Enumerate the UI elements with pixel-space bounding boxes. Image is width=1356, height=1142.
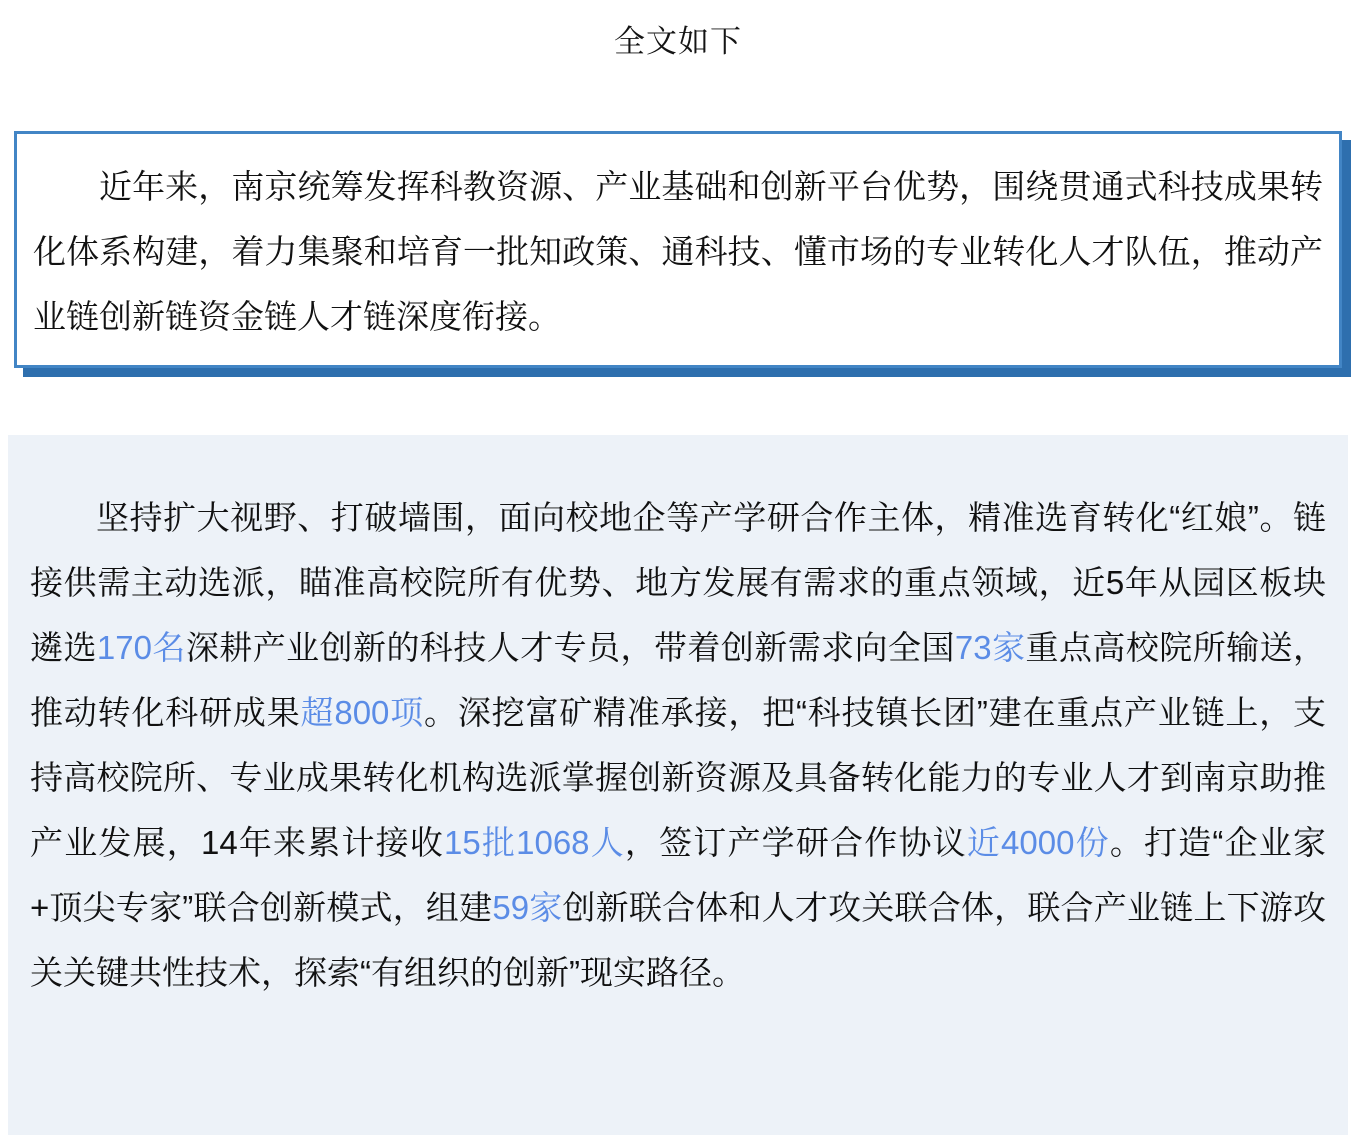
body-section	[8, 435, 1348, 1135]
stat-highlight: 170名	[96, 629, 186, 666]
stat-highlight: 近4000份	[966, 824, 1110, 861]
stat-highlight: 15批1068人	[444, 824, 625, 861]
body-text-run: 创新联合体和人才攻关联合体，联合产业链上下游攻关关键共性技术，探索“有组织的创新”现实路径。	[30, 889, 1326, 991]
body-text-run: 。深挖富矿精准承接，把“科技镇长团”建在重点产业链上，支持高校院所、专业成果转化机构选派掌握创新资源及具备转化能力的专业人才到南京助推产业发展，14年来累计接收	[30, 694, 1327, 861]
body-text-run: 坚持扩大视野、打破墙围，面向校地企等产学研合作主体，精准选育转化“红娘”。链接供需主动选派，瞄准高校院所有优势、地方发展有需求的重点领域，近5年从园区板块遴选	[30, 499, 1326, 666]
page-title: 全文如下	[614, 24, 742, 59]
stat-highlight: 73家	[954, 629, 1026, 666]
body-text-run: 重点高校院所输送，推动转化科研成果	[30, 629, 1327, 731]
body-text-run: ，签订产学研合作协议	[624, 824, 967, 861]
body-text-run: 。打造“企业家+顶尖专家”联合创新模式，组建	[30, 824, 1326, 926]
intro-highlight-box	[14, 131, 1342, 368]
article-page	[0, 16, 1356, 1135]
body-text-run: 深耕产业创新的科技人才专员，带着创新需求向全国	[185, 629, 955, 666]
stat-highlight: 超800项	[300, 694, 425, 731]
intro-paragraph: 近年来，南京统筹发挥科教资源、产业基础和创新平台优势，围绕贯通式科技成果转化体系构建，着力集聚和培育一批知政策、通科技、懂市场的专业转化人才队伍，推动产业链创新链资金链人才链深度衔接。	[33, 168, 1323, 335]
stat-highlight: 59家	[492, 889, 563, 926]
body-paragraph	[30, 485, 1326, 1005]
